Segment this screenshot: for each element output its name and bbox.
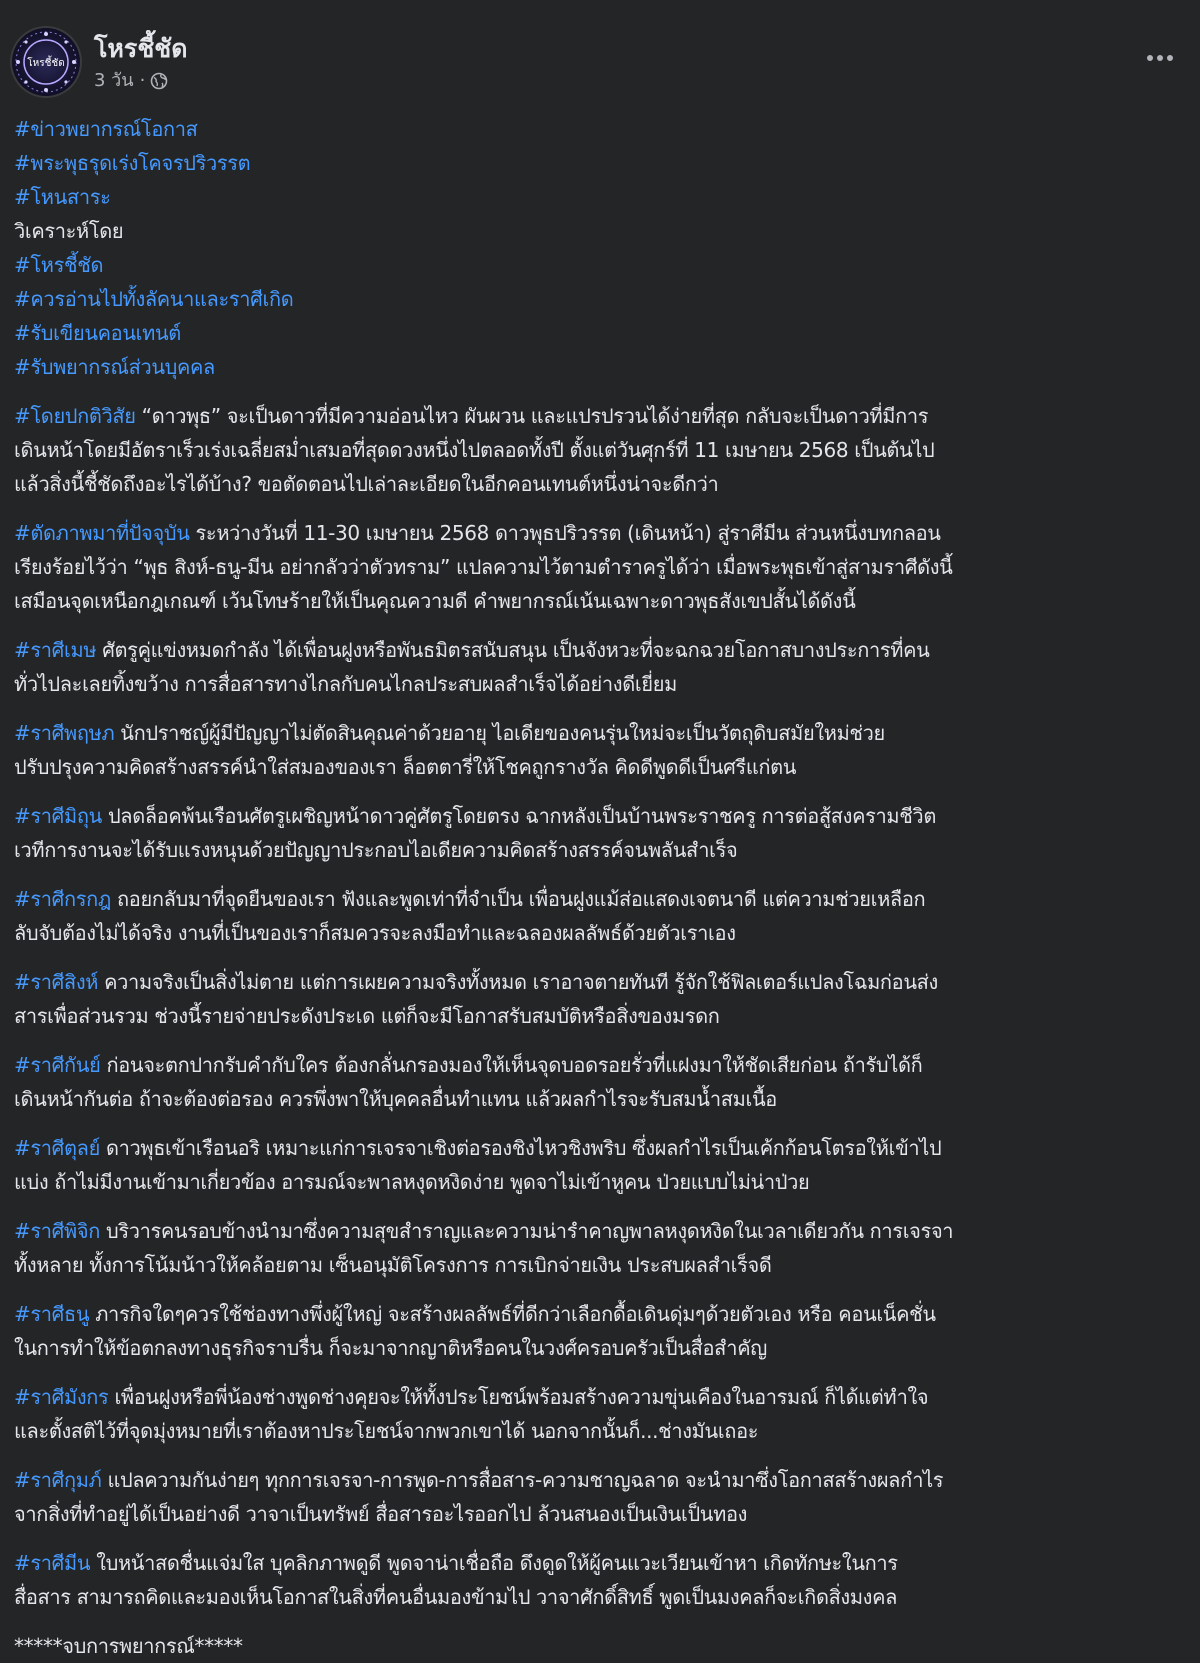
paragraph-text: ทั้งหลาย ทั้งการโน้มน้าวให้คล้อยตาม เซ็นอนุมัติโครงการ การเบิกจ่ายเงิน ประสบผลสำเร็จดี xyxy=(14,1253,772,1277)
paragraph-text: และตั้งสติไว้ที่จุดมุ่งหมายที่เราต้องหาประโยชน์จากพวกเขาได้ นอกจากนั้นก็...ช่างมันเถอะ xyxy=(14,1419,759,1443)
zodiac-paragraph-cancer xyxy=(14,882,1190,950)
more-options-icon[interactable] xyxy=(1142,40,1178,76)
paragraph-text: เพื่อนฝูงหรือพี่น้องช่างพูดช่างคุยจะให้ทั้งประโยชน์พร้อมสร้างความขุ่นเคืองในอารมณ์ ก็ได้แต่ทำใจ xyxy=(108,1385,929,1409)
author-avatar[interactable] xyxy=(12,28,80,96)
paragraph-text: ในการทำให้ข้อตกลงทางธุรกิจราบรื่น ก็จะมาจากญาติหรือคนในวงศ์ครอบครัวเป็นสื่อสำคัญ xyxy=(14,1336,767,1360)
paragraph-text: ก่อนจะตกปากรับคำกับใคร ต้องกลั่นกรองมองให้เห็นจุดบอดรอยรั่วที่แฝงมาให้ชัดเสียก่อน ถ้ารับได้ก็ xyxy=(100,1053,923,1077)
zodiac-paragraph-scorpio xyxy=(14,1214,1190,1282)
paragraph-text: ความจริงเป็นสิ่งไม่ตาย แต่การเผยความจริงทั้งหมด เราอาจตายทันที รู้จักใช้ฟิลเตอร์แปลงโฉมก่อนส่ง xyxy=(98,970,938,994)
hashtag-link[interactable]: #พระพุธรุดเร่งโคจรปริวรรต xyxy=(14,151,251,175)
paragraph-text: แบ่ง ถ้าไม่มีงานเข้ามาเกี่ยวข้อง อารมณ์จะพาลหงุดหงิดง่าย พูดจาไม่เข้าหูคน ป่วยแบบไม่น่าป่วย xyxy=(14,1170,810,1194)
paragraph-text: สื่อสาร สามารถคิดและมองเห็นโอกาสในสิ่งที่คนอื่นมองข้ามไป วาจาศักดิ์สิทธิ์ พูดเป็นมงคลก็จะเกิดสิ่งมงคล xyxy=(14,1585,898,1609)
paragraph-text: ใบหน้าสดชื่นแจ่มใส บุคลิกภาพดูดี พูดจาน่าเชื่อถือ ดึงดูดให้ผู้คนแวะเวียนเข้าหา เกิดทักษะในการ xyxy=(90,1551,898,1575)
paragraph-text: “ดาวพุธ” จะเป็นดาวที่มีความอ่อนไหว ผันผวน และแปรปรวนได้ง่ายที่สุด กลับจะเป็นดาวที่มีการ xyxy=(135,404,929,428)
zodiac-paragraph-libra xyxy=(14,1131,1190,1199)
hashtag-link[interactable]: #ราศีพฤษภ xyxy=(14,721,115,745)
paragraph-text: สารเพื่อส่วนรวม ช่วงนี้รายจ่ายประดังประเด แต่ก็จะมีโอกาสรับสมบัติหรือสิ่งของมรดก xyxy=(14,1004,720,1028)
zodiac-paragraph-taurus xyxy=(14,716,1190,784)
zodiac-paragraph-aries xyxy=(14,633,1190,701)
zodiac-paragraph-pisces xyxy=(14,1546,1190,1614)
avatar-logo-icon xyxy=(12,28,80,96)
post-meta xyxy=(94,68,168,94)
hashtag-link[interactable]: #ราศีธนู xyxy=(14,1302,90,1326)
hashtag-link[interactable]: #ราศีกุมภ์ xyxy=(14,1468,102,1492)
paragraph-text: เสมือนจุดเหนือกฎเกณฑ์ เว้นโทษร้ายให้เป็นคุณความดี คำพยากรณ์เน้นเฉพาะดาวพุธสังเขปสั้นได้ดังนี้ xyxy=(14,589,856,613)
paragraph-text: ภารกิจใดๆควรใช้ช่องทางพึ่งผู้ใหญ่ จะสร้างผลลัพธ์ที่ดีกว่าเลือกดื้อเดินดุ่มๆด้วยตัวเอง หรือ คอนเน็คชั่น xyxy=(89,1302,936,1326)
zodiac-paragraph-gemini xyxy=(14,799,1190,867)
paragraph-text: เดินหน้าโดยมีอัตราเร็วเร่งเฉลี่ยสม่ำเสมอที่สุดดวงหนึ่งไปตลอดทั้งปี ตั้งแต่วันศุกร์ที่ 11 เมษายน 2568 เป็นต้นไป xyxy=(14,438,935,462)
hashtag-link[interactable]: #ราศีมีน xyxy=(14,1551,91,1575)
paragraph-text: ถอยกลับมาที่จุดยืนของเรา ฟังและพูดเท่าที่จำเป็น เพื่อนฝูงแม้ส่อแสดงเจตนาดี แต่ความช่วยเหลือก xyxy=(111,887,926,911)
hashtag-link[interactable]: #ราศีสิงห์ xyxy=(14,970,99,994)
hashtag-link[interactable]: #ราศีเมษ xyxy=(14,638,97,662)
meta-separator: · xyxy=(139,70,146,91)
hashtag-link[interactable]: #ราศีมังกร xyxy=(14,1385,109,1409)
paragraph-text: บริวารคนรอบข้างนำมาซึ่งความสุขสำราญและความน่ารำคาญพาลหงุดหงิดในเวลาเดียวกัน การเจรจา xyxy=(100,1219,954,1243)
paragraph-text: ปรับปรุงความคิดสร้างสรรค์นำใส่สมองของเรา ล็อตตารี่ให้โชคถูกรางวัล คิดดีพูดดีเป็นศรีแก่ตน xyxy=(14,755,797,779)
paragraph-text: เวทีการงานจะได้รับแรงหนุนด้วยปัญญาประกอบไอเดียความคิดสร้างสรรค์จนพลันสำเร็จ xyxy=(14,838,738,862)
paragraph-text: ระหว่างวันที่ 11-30 เมษายน 2568 ดาวพุธปริวรรต (เดินหน้า) สู่ราศีมีน ส่วนหนึ่งบทกลอน xyxy=(189,521,941,545)
globe-icon[interactable] xyxy=(150,72,168,90)
paragraph-text: นักปราชญ์ผู้มีปัญญาไม่ตัดสินคุณค่าด้วยอายุ ไอเดียของคนรุ่นใหม่จะเป็นวัตถุดิบสมัยใหม่ช่วย xyxy=(114,721,885,745)
paragraph-text: ศัตรูคู่แข่งหมดกำลัง ได้เพื่อนฝูงหรือพันธมิตรสนับสนุน เป็นจังหวะที่จะฉกฉวยโอกาสบางประการที่คน xyxy=(96,638,930,662)
post-header xyxy=(12,28,1188,98)
ending-text: *****จบการพยากรณ์***** xyxy=(14,1634,243,1658)
hashtag-link[interactable]: #ข่าวพยากรณ์โอกาส xyxy=(14,117,198,141)
paragraph-text: ลับจับต้องไม่ได้จริง งานที่เป็นของเราก็สมควรจะลงมือทำและฉลองผลลัพธ์ด้วยตัวเราเอง xyxy=(14,921,736,945)
hashtag-connector-text: วิเคราะห์โดย xyxy=(14,219,124,243)
zodiac-paragraph-aquarius xyxy=(14,1463,1190,1531)
paragraph-text: เรียงร้อยไว้ว่า “พุธ สิงห์-ธนู-มีน อย่ากลัวว่าตัวทราม” แปลความไว้ตามตำราครูได้ว่า เมื่อพระพุธเข้าสู่สามราศีดังนี้ xyxy=(14,555,953,579)
hashtag-link[interactable]: #ควรอ่านไปทั้งลัคนาและราศีเกิด xyxy=(14,287,294,311)
paragraph-text: ทั่วไปละเลยทิ้งขว้าง การสื่อสารทางไกลกับคนไกลประสบผลสำเร็จได้อย่างดีเยี่ยม xyxy=(14,672,677,696)
hashtag-link[interactable]: #รับเขียนคอนเทนต์ xyxy=(14,321,181,345)
paragraph-text: ดาวพุธเข้าเรือนอริ เหมาะแก่การเจรจาเชิงต่อรองชิงไหวชิงพริบ ซึ่งผลกำไรเป็นเค้กก้อนโตรอให้เข้าไป xyxy=(99,1136,942,1160)
hashtag-block xyxy=(14,112,1190,384)
intro-paragraph xyxy=(14,399,1190,501)
hashtag-link[interactable]: #ราศีกรกฎ xyxy=(14,887,112,911)
zodiac-paragraph-capricorn xyxy=(14,1380,1190,1448)
author-name[interactable]: โหรชี้ชัด xyxy=(94,34,188,63)
post-time[interactable]: 3 วัน xyxy=(94,70,134,91)
hashtag-link[interactable]: #รับพยากรณ์ส่วนบุคคล xyxy=(14,355,215,379)
paragraph-text: ปลดล็อคพ้นเรือนศัตรูเผชิญหน้าดาวคู่ศัตรูโดยตรง ฉากหลังเป็นบ้านพระราชครู การต่อสู้สงครามชีวิต xyxy=(101,804,936,828)
hashtag-link[interactable]: #ราศีกันย์ xyxy=(14,1053,101,1077)
hashtag-link[interactable]: #โดยปกติวิสัย xyxy=(14,404,136,428)
hashtag-link[interactable]: #ราศีพิจิก xyxy=(14,1219,100,1243)
current-paragraph xyxy=(14,516,1190,618)
hashtag-link[interactable]: #ราศีตุลย์ xyxy=(14,1136,100,1160)
paragraph-text: แล้วสิ่งนี้ชี้ชัดถึงอะไรได้บ้าง? ขอตัดตอนไปเล่าละเอียดในอีกคอนเทนต์หนึ่งน่าจะดีกว่า xyxy=(14,472,719,496)
hashtag-link[interactable]: #ราศีมิถุน xyxy=(14,804,102,828)
zodiac-paragraph-sagittarius xyxy=(14,1297,1190,1365)
paragraph-text: จากสิ่งที่ทำอยู่ได้เป็นอย่างดี วาจาเป็นทรัพย์ สื่อสารอะไรออกไป ล้วนสนองเป็นเงินเป็นทอง xyxy=(14,1502,748,1526)
ending-paragraph xyxy=(14,1629,1190,1663)
hashtag-link[interactable]: #โหนสาระ xyxy=(14,185,111,209)
post-body xyxy=(14,112,1190,1663)
zodiac-paragraph-leo xyxy=(14,965,1190,1033)
zodiac-paragraph-virgo xyxy=(14,1048,1190,1116)
hashtag-link[interactable]: #ตัดภาพมาที่ปัจจุบัน xyxy=(14,521,190,545)
avatar-text: โหรชี้ชัด xyxy=(27,58,65,69)
paragraph-text: เดินหน้ากันต่อ ถ้าจะต้องต่อรอง ควรพึ่งพาให้บุคคลอื่นทำแทน แล้วผลกำไรจะรับสมน้ำสมเนื้อ xyxy=(14,1087,777,1111)
hashtag-link[interactable]: #โหรชี้ชัด xyxy=(14,253,104,277)
paragraph-text: แปลความกันง่ายๆ ทุกการเจรจา-การพูด-การสื่อสาร-ความชาญฉลาด จะนำมาซึ่งโอกาสสร้างผลกำไร xyxy=(101,1468,944,1492)
